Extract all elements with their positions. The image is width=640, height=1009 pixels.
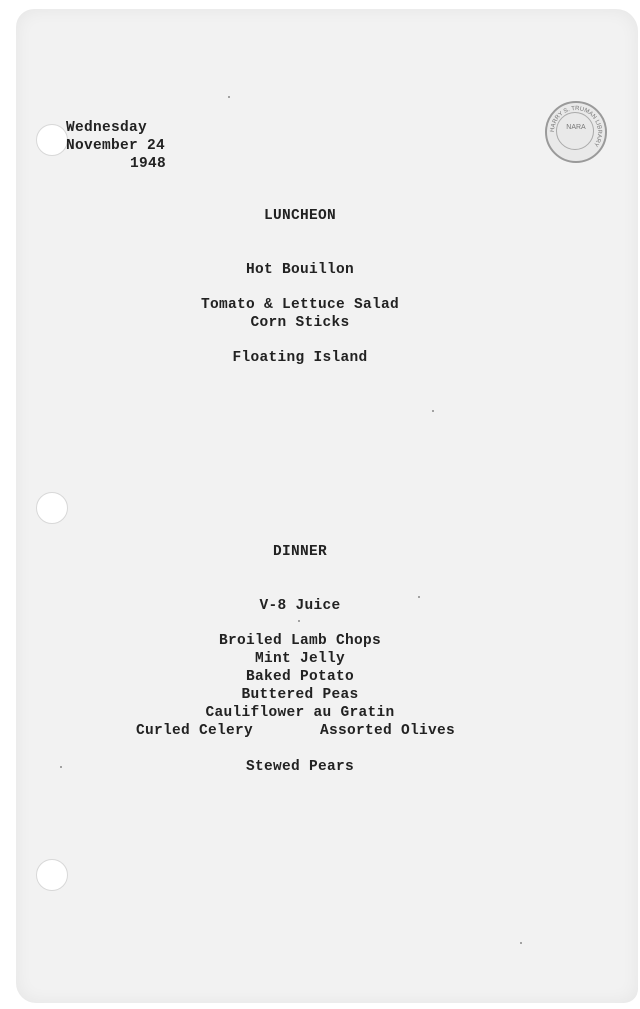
menu-item: Floating Island	[232, 350, 368, 366]
menu-page	[16, 9, 638, 1003]
dinner-heading: DINNER	[272, 544, 327, 560]
menu-item: Baked Potato	[245, 669, 355, 685]
menu-item: Mint Jelly	[254, 651, 345, 667]
punch-hole-middle	[36, 492, 68, 524]
paper-speck	[298, 620, 300, 622]
stamp-center-text: NARA	[566, 124, 586, 131]
stamp-ring-text: HARRY S. TRUMAN LIBRARY	[549, 105, 603, 148]
menu-item: Hot Bouillon	[245, 262, 355, 278]
menu-item: Broiled Lamb Chops	[218, 633, 382, 649]
date-year: 1948	[130, 156, 167, 172]
paper-speck	[60, 766, 62, 768]
menu-item: Curled Celery	[136, 723, 254, 739]
menu-item: Stewed Pears	[245, 759, 355, 775]
menu-item: Assorted Olives	[320, 723, 456, 739]
paper-speck	[228, 96, 230, 98]
punch-hole-top	[36, 124, 68, 156]
punch-hole-bottom	[36, 859, 68, 891]
date-weekday: Wednesday	[66, 120, 148, 136]
menu-item: Cauliflower au Gratin	[205, 705, 395, 721]
paper-speck	[520, 942, 522, 944]
date-month-day: November 24	[66, 138, 166, 154]
paper-speck	[418, 596, 420, 598]
luncheon-heading: LUNCHEON	[263, 208, 336, 224]
paper-speck	[432, 410, 434, 412]
stamp-inner-circle	[556, 112, 594, 150]
menu-item: Corn Sticks	[250, 315, 350, 331]
archive-stamp	[545, 101, 607, 163]
menu-item: V-8 Juice	[259, 598, 341, 614]
menu-item: Tomato & Lettuce Salad	[200, 297, 400, 313]
menu-item: Buttered Peas	[241, 687, 359, 703]
